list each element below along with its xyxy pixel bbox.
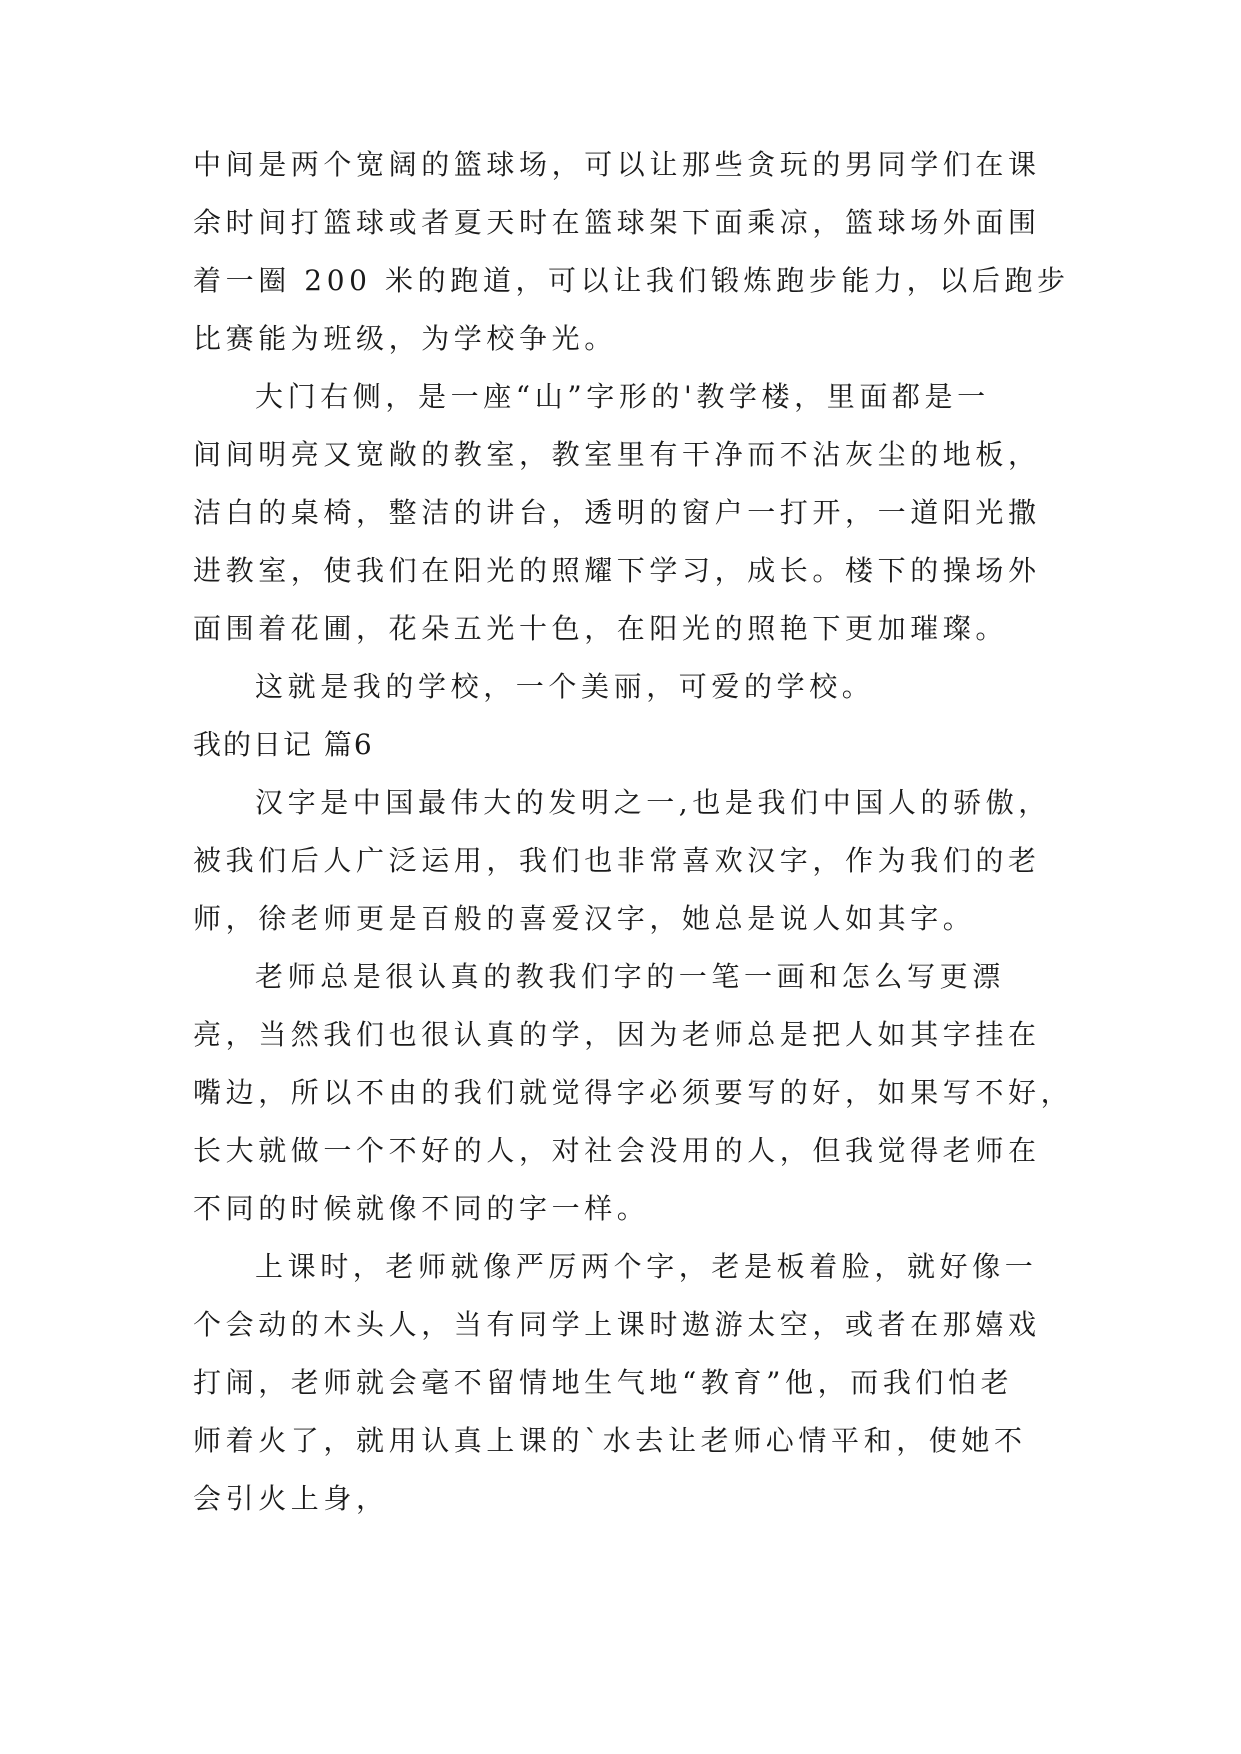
text-line: 个会动的木头人，当有同学上课时遨游太空，或者在那嬉戏 (193, 1308, 1041, 1341)
text-line: 余时间打篮球或者夏天时在篮球架下面乘凉，篮球场外面围 (193, 206, 1041, 239)
text-line: 长大就做一个不好的人，对社会没用的人，但我觉得老师在 (193, 1134, 1041, 1167)
text-line: 会引火上身， (193, 1482, 389, 1515)
document-body (193, 136, 1074, 1528)
text-line: 嘴边，所以不由的我们就觉得字必须要写的好，如果写不好， (193, 1076, 1074, 1109)
text-line: 洁白的桌椅，整洁的讲台，透明的窗户一打开，一道阳光撒 (193, 496, 1041, 529)
text-line: 间间明亮又宽敞的教室，教室里有干净而不沾灰尘的地板， (193, 438, 1041, 471)
text-line: 师着火了，就用认真上课的`水去让老师心情平和，使她不 (193, 1424, 1027, 1457)
text-line: 大门右侧，是一座“山”字形的'教学楼，里面都是一 (255, 380, 990, 413)
text-line: 师，徐老师更是百般的喜爱汉字，她总是说人如其字。 (193, 902, 976, 935)
text-line: 汉字是中国最伟大的发明之一,也是我们中国人的骄傲， (255, 786, 1051, 819)
text-line: 上课时，老师就像严厉两个字，老是板着脸，就好像一 (255, 1250, 1038, 1283)
text-line: 老师总是很认真的教我们字的一笔一画和怎么写更漂 (255, 960, 1005, 993)
text-line: 中间是两个宽阔的篮球场，可以让那些贪玩的男同学们在课 (193, 148, 1041, 181)
text-line: 面围着花圃，花朵五光十色，在阳光的照艳下更加璀璨。 (193, 612, 1009, 645)
text-line: 打闹，老师就会毫不留情地生气地“教育”他，而我们怕老 (193, 1366, 1014, 1399)
text-line: 被我们后人广泛运用，我们也非常喜欢汉字，作为我们的老 (193, 844, 1041, 877)
section-heading: 我的日记 篇6 (193, 728, 374, 761)
text-line: 比赛能为班级，为学校争光。 (193, 322, 617, 355)
text-line: 这就是我的学校，一个美丽，可爱的学校。 (255, 670, 875, 703)
text-line: 亮，当然我们也很认真的学，因为老师总是把人如其字挂在 (193, 1018, 1041, 1051)
text-line: 进教室，使我们在阳光的照耀下学习，成长。楼下的操场外 (193, 554, 1041, 587)
text-line: 着一圈 200 米的跑道，可以让我们锻炼跑步能力，以后跑步 (193, 264, 1070, 297)
text-line: 不同的时候就像不同的字一样。 (193, 1192, 650, 1225)
